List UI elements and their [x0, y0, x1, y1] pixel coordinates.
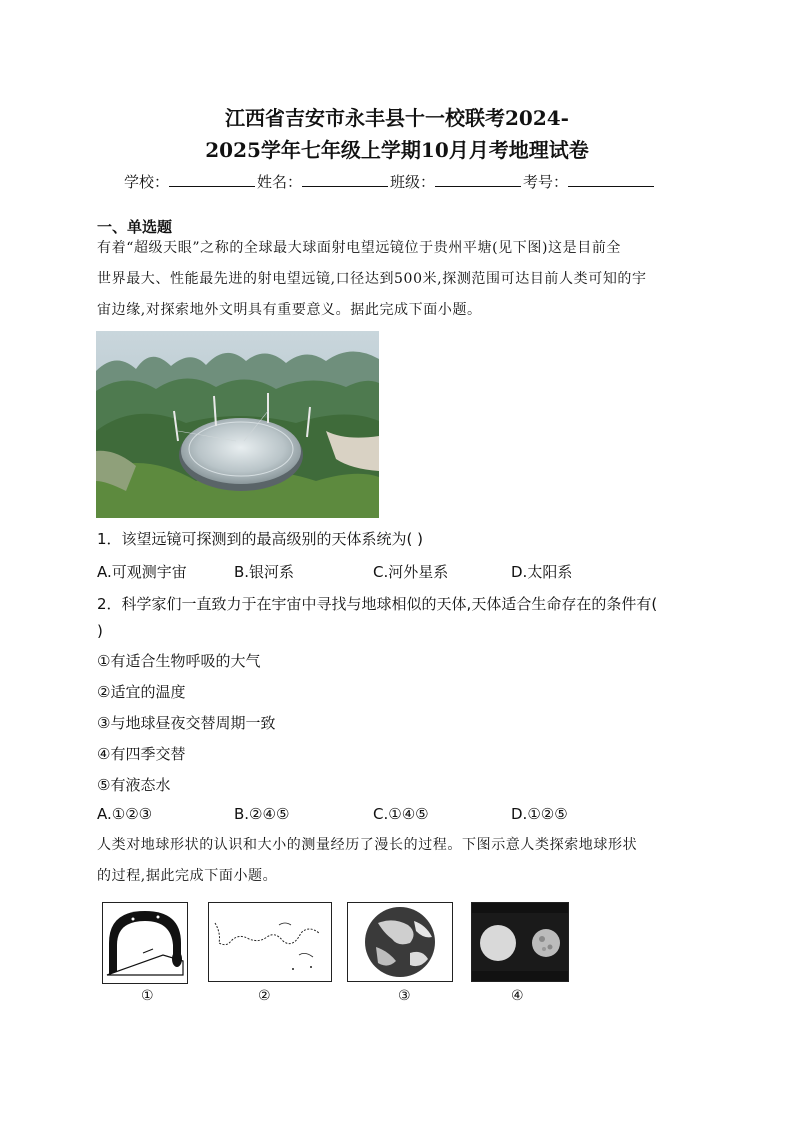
- student-info-row: [124, 171, 684, 192]
- q2-option-c[interactable]: C.①④⑤: [373, 805, 429, 823]
- telescope-photo: [96, 331, 379, 518]
- page-title-line-2: 2025学年七年级上学期10月月考地理试卷: [205, 138, 589, 162]
- class-blank[interactable]: [435, 172, 521, 187]
- passage-2-line: 的过程,据此完成下面小题。: [97, 868, 278, 884]
- figure-1-dome-sky: [102, 902, 188, 984]
- q2-item: ②适宜的温度: [97, 683, 186, 701]
- exam-number-label: 考号：: [523, 173, 569, 191]
- figure-3-label: ③: [398, 988, 411, 1004]
- passage-1-line: 有着“超级天眼”之称的全球最大球面射电望远镜位于贵州平塘(见下图)这是目前全: [97, 240, 622, 256]
- telescope-photo-drawing: [96, 331, 379, 518]
- page-title-line-1: 江西省吉安市永丰县十一校联考2024-: [225, 106, 569, 130]
- class-label: 班级：: [390, 173, 436, 191]
- q2-item: ③与地球昼夜交替周期一致: [97, 714, 276, 732]
- figure-4-label: ④: [511, 988, 524, 1004]
- question-2-stem: 2．科学家们一直致力于在宇宙中寻找与地球相似的天体,天体适合生命存在的条件有(: [97, 595, 658, 613]
- passage-2: [97, 830, 701, 892]
- q1-option-c[interactable]: C.河外星系: [373, 563, 449, 581]
- dome-sky-icon: [103, 903, 187, 983]
- q2-option-d[interactable]: D.①②⑤: [511, 805, 568, 823]
- q1-option-d[interactable]: D.太阳系: [511, 563, 573, 581]
- figure-1-label: ①: [141, 988, 154, 1004]
- question-2-stem-end: ): [97, 622, 103, 640]
- earth-icon: [348, 903, 452, 981]
- question-1-stem: 1．该望远镜可探测到的最高级别的天体系统为( ): [97, 530, 424, 548]
- q1-option-b[interactable]: B.银河系: [234, 563, 295, 581]
- exam-number-blank[interactable]: [568, 172, 654, 187]
- school-blank[interactable]: [169, 172, 255, 187]
- q1-option-a[interactable]: A.可观测宇宙: [97, 563, 187, 581]
- sun-moon-icon: [472, 903, 568, 981]
- q2-option-a[interactable]: A.①②③: [97, 805, 153, 823]
- passage-1: [97, 233, 701, 326]
- q2-item: ④有四季交替: [97, 745, 186, 763]
- section-heading: 一、单选题: [97, 218, 173, 236]
- name-blank[interactable]: [302, 172, 388, 187]
- figure-3-earth-photo: [347, 902, 453, 982]
- name-label: 姓名：: [257, 173, 303, 191]
- q2-item: ⑤有液态水: [97, 776, 171, 794]
- q2-option-b[interactable]: B.②④⑤: [234, 805, 290, 823]
- voyage-route-drawing: [209, 903, 331, 981]
- passage-1-line: 世界最大、性能最先进的射电望远镜,口径达到500米,探测范围可达目前人类可知的宇: [97, 271, 647, 287]
- q2-item: ①有适合生物呼吸的大气: [97, 652, 261, 670]
- figure-4-sun-moon: [471, 902, 569, 982]
- passage-2-line: 人类对地球形状的认识和大小的测量经历了漫长的过程。下图示意人类探索地球形状: [97, 837, 638, 853]
- school-label: 学校：: [124, 173, 170, 191]
- figure-2-voyage-route: [208, 902, 332, 982]
- figure-2-label: ②: [258, 988, 271, 1004]
- passage-1-line: 宙边缘,对探索地外文明具有重要意义。据此完成下面小题。: [97, 302, 482, 318]
